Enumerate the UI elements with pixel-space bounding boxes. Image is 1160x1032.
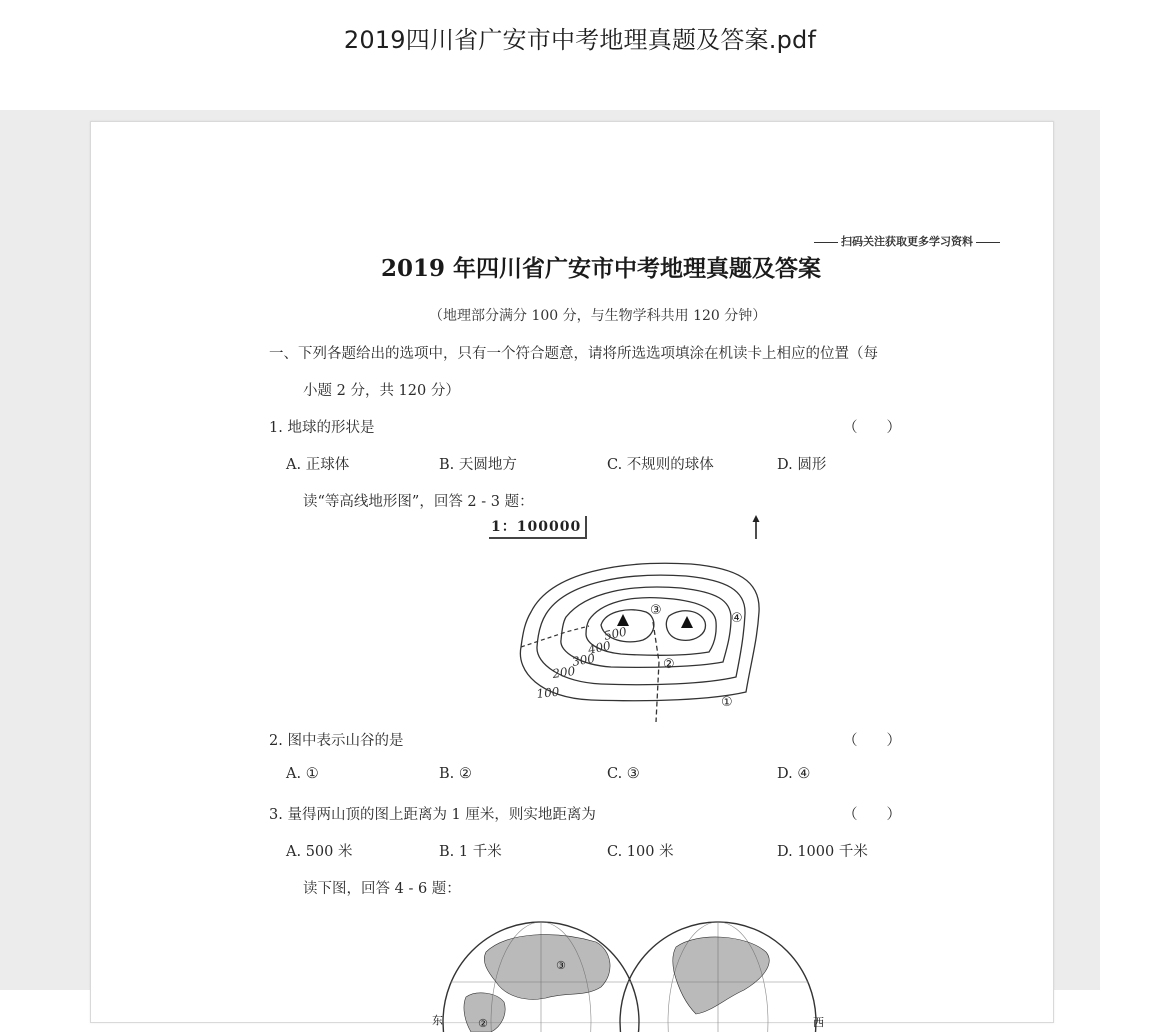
question-2-answer-blank: （ ） — [843, 733, 901, 749]
question-3-stem: 3. 量得两山顶的图上距离为 1 厘米，则实地距离为 — [269, 807, 596, 823]
question-2-option-c: C. ③ — [607, 766, 640, 782]
file-title: 2019四川省广安市中考地理真题及答案.pdf — [343, 26, 817, 54]
question-2-option-d: D. ④ — [777, 766, 811, 782]
marker-4: ④ — [731, 611, 743, 626]
question-3-option-d: D. 1000 千米 — [777, 844, 868, 860]
marker-1: ① — [721, 695, 733, 710]
qr-note: 扫码关注获取更多学习资料 — [811, 233, 1003, 249]
summit-east-icon — [681, 616, 693, 628]
title-bar — [0, 0, 1100, 110]
contour-label-300: 300 — [571, 651, 597, 669]
map-label-3: ③ — [556, 959, 566, 972]
pdf-page — [90, 121, 1054, 1030]
question-3-option-b: B. 1 千米 — [439, 844, 502, 860]
map-label-west: 西 — [813, 1016, 824, 1029]
map-label-2: ② — [478, 1017, 488, 1030]
question-3-option-c: C. 100 米 — [607, 844, 674, 860]
question-2-option-a: A. ① — [286, 766, 319, 782]
question-1-stem: 1. 地球的形状是 — [269, 420, 375, 436]
continent-eurasia — [484, 935, 610, 1000]
continent-north-america — [673, 937, 770, 1014]
question-2-stem: 2. 图中表示山谷的是 — [269, 733, 404, 749]
question-1-answer-blank: （ ） — [843, 420, 901, 436]
pdf-viewer[interactable] — [0, 110, 1100, 1030]
contour-label-200: 200 — [551, 663, 577, 681]
contour-label-100: 100 — [535, 684, 561, 701]
contour-label-400: 400 — [586, 638, 613, 657]
read-instruction-2: 读下图，回答 4 - 6 题： — [303, 881, 461, 897]
marker-3: ③ — [650, 603, 662, 618]
question-3-answer-blank: （ ） — [843, 807, 901, 823]
north-arrow-icon — [748, 515, 764, 541]
map-scale: 1：100000 — [489, 516, 587, 539]
question-2-option-b: B. ② — [439, 766, 472, 782]
section-instruction-line-1: 一、下列各题给出的选项中，只有一个符合题意，请将所选选项填涂在机读卡上相应的位置（每 — [269, 346, 878, 362]
section-instruction-line-2: 小题 2 分，共 120 分） — [303, 383, 460, 399]
read-instruction-1: 读“等高线地形图”，回答 2 - 3 题： — [303, 494, 534, 510]
contour-map — [491, 552, 781, 722]
map-label-east: 东 — [432, 1014, 443, 1027]
hemisphere-map — [426, 902, 826, 1032]
document-subtitle: （地理部分满分 100 分，与生物学科共用 120 分钟） — [429, 308, 767, 324]
marker-2: ② — [663, 657, 675, 672]
question-1-option-b: B. 天圆地方 — [439, 457, 517, 473]
question-3-option-a: A. 500 米 — [286, 844, 353, 860]
question-1-option-d: D. 圆形 — [777, 457, 827, 473]
contour-label-500: 500 — [602, 624, 629, 643]
document-title: 2019 年四川省广安市中考地理真题及答案 — [381, 255, 822, 282]
question-1-option-a: A. 正球体 — [286, 457, 350, 473]
question-1-option-c: C. 不规则的球体 — [607, 457, 714, 473]
